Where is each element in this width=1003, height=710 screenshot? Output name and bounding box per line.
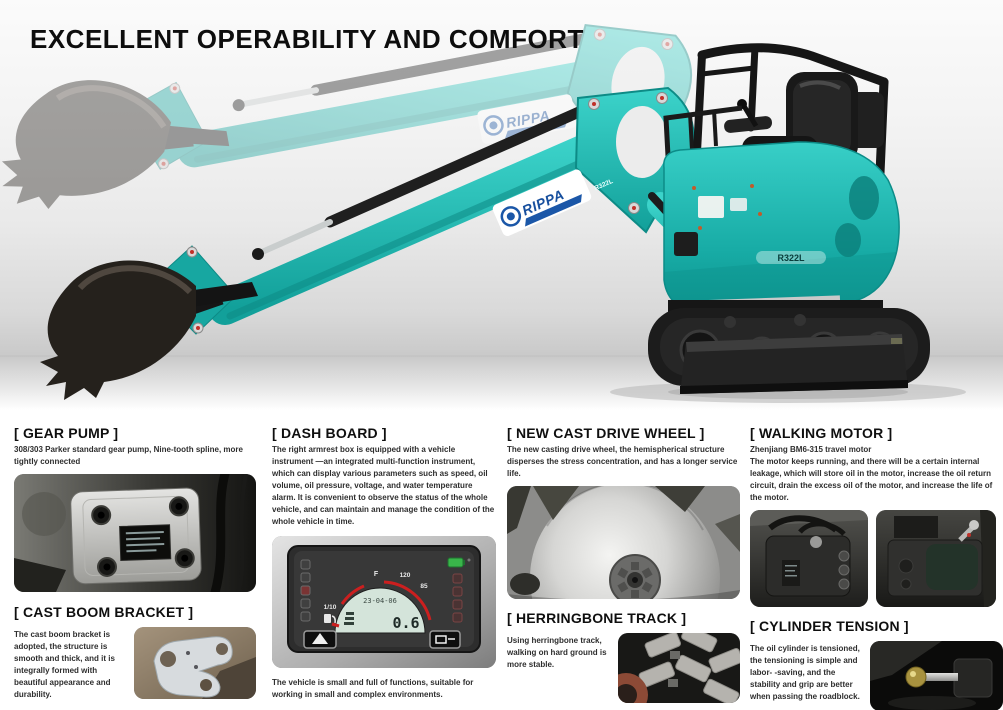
cylinder-tension-title: [ CYLINDER TENSION ] — [750, 618, 909, 634]
warning-button — [304, 631, 336, 648]
walking-motor-photo-2 — [876, 510, 996, 607]
gear-pump-title: [ GEAR PUMP ] — [14, 425, 119, 441]
cylinder-tension-text: The oil cylinder is tensioned, the tensioning is simple and labor- -saving, and the stability and grip are better when passing the roadblock. — [750, 644, 860, 701]
gear-pump-text: 308/303 Parker standard gear pump, Nine-tooth spline, more tightly connected — [14, 445, 243, 466]
motor-block — [766, 536, 850, 596]
body-model-text: R322L — [777, 253, 805, 263]
walking-motor-subtitle: Zhenjiang BM6-315 travel motor — [750, 445, 872, 454]
drive-wheel-photo — [507, 486, 740, 599]
dozer-blade — [680, 334, 908, 394]
dash-board-photo — [272, 536, 496, 668]
unlock-button — [430, 631, 460, 648]
walking-motor-title: [ WALKING MOTOR ] — [750, 425, 893, 441]
hour-meter-value: 0.6 — [392, 614, 420, 632]
feature-column-4 — [750, 410, 1003, 710]
feature-column-3 — [507, 410, 740, 710]
warning-sticker — [730, 198, 747, 211]
drive-wheel-title: [ NEW CAST DRIVE WHEEL ] — [507, 425, 705, 441]
gear-pump-photo — [14, 474, 256, 592]
feature-column-2 — [272, 410, 496, 710]
cylinder-tension-photo — [870, 641, 1003, 710]
hub-nut — [610, 555, 660, 599]
cast-boom-bracket-photo — [134, 627, 256, 699]
walking-motor-text: The motor keeps running, and there will be a certain internal leakage, which will store oil in the motor, increase the oil return circuit, drain the excess oil of the motor, and increase the life of the motor. — [750, 457, 993, 502]
gauge-label-85: 85 — [420, 583, 428, 590]
walking-motor-photo-1 — [750, 510, 868, 607]
drive-wheel-text: The new casting drive wheel, the hemispherical structure disperses the stress concentration, and has a longer service life. — [507, 445, 738, 478]
dash-board-text: The right armrest box is equipped with a vehicle instrument —an integrated multi-function instrument, which can display various parameters such as speed, oil volume, oil pressure, voltage, and water temperature alarm. It is convenient to observe the status of the whole vehicle, and can maintain and manage the condition of the whole vehicle in time. — [272, 445, 495, 526]
cast-boom-bracket-title: [ CAST BOOM BRACKET ] — [14, 604, 194, 620]
tension-block — [954, 659, 992, 697]
herringbone-track-text: Using herringbone track, walking on hard ground is more stable. — [507, 636, 607, 669]
cast-boom-bracket-text: The cast boom bracket is adopted, the structure is smooth and thick, and it is integrally formed with beautiful appearance and durability. — [14, 630, 115, 699]
dash-board-footer-text: The vehicle is small and full of functions, suitable for working in small and complex environments. — [272, 678, 474, 699]
gauge-label-120: 120 — [399, 572, 411, 579]
herringbone-track-title: [ HERRINGBONE TRACK ] — [507, 610, 687, 626]
fuel-level-label: 1/10 — [323, 604, 337, 611]
warning-sticker — [698, 196, 724, 218]
feature-column-1 — [14, 410, 256, 710]
motor-label-plate — [782, 560, 800, 586]
pump-name-plate — [120, 525, 171, 561]
cylinder-rod — [922, 673, 958, 681]
indicator-icons-left — [301, 560, 310, 621]
dash-board-title: [ DASH BOARD ] — [272, 425, 387, 441]
grease-fitting — [906, 667, 926, 687]
gauge-label-f: F — [373, 571, 379, 578]
herringbone-track-photo — [618, 633, 740, 703]
features-section — [0, 410, 1003, 710]
page-title: EXCELLENT OPERABILITY AND COMFORT — [30, 24, 584, 54]
lcd-date: 23-04-06 — [363, 597, 397, 605]
